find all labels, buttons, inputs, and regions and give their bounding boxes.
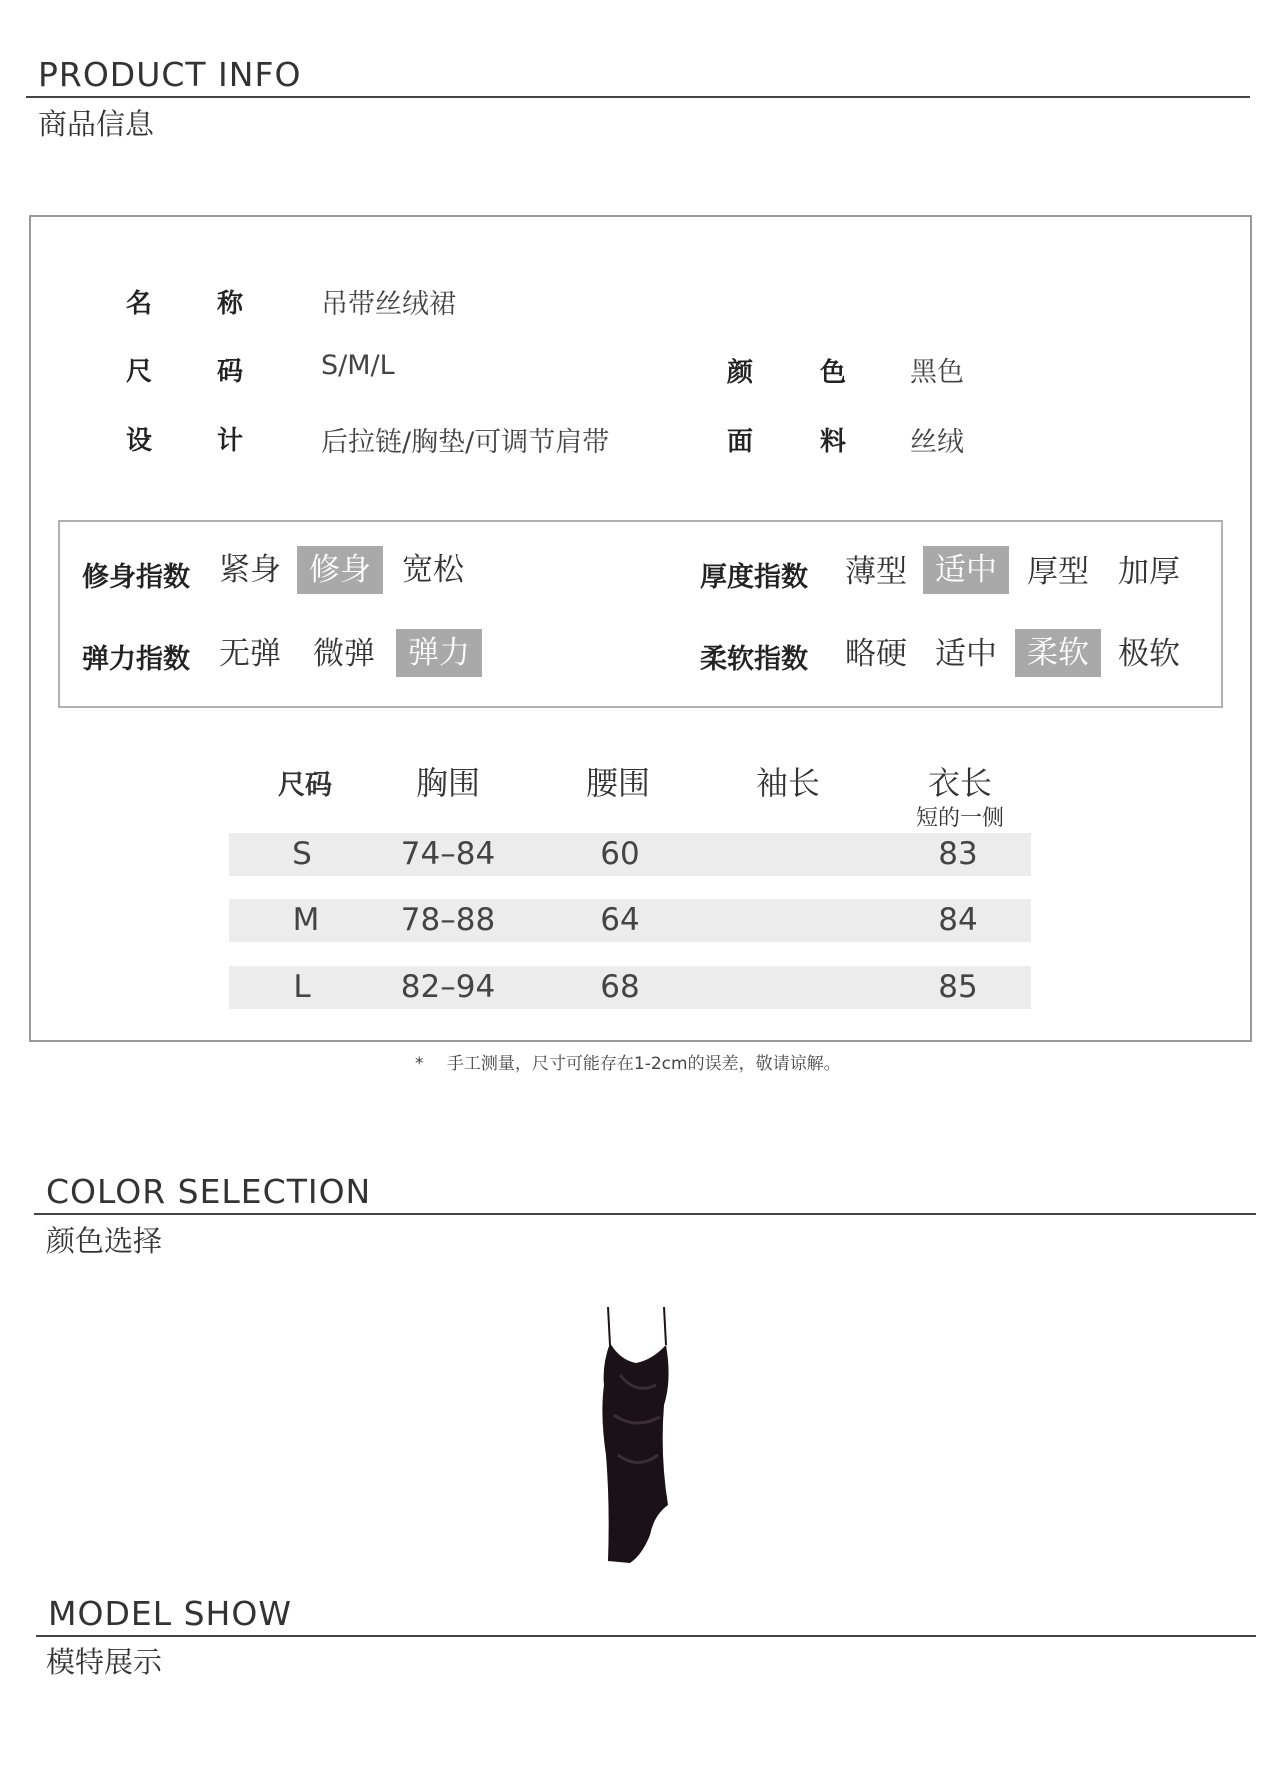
row-s-length: 83 — [938, 836, 978, 872]
dress-strap-left — [608, 1307, 610, 1345]
softness-index-label: 柔软指数 — [700, 644, 808, 675]
length-column-note: 短的一侧 — [915, 806, 1004, 831]
dress-strap-right — [664, 1307, 666, 1345]
row-s-waist: 60 — [600, 836, 640, 872]
softness-option-very-soft: 极软 — [1118, 636, 1180, 672]
row-m-length: 84 — [938, 902, 978, 938]
black-dress-image — [580, 1305, 690, 1565]
thickness-option-medium: 适中 — [923, 546, 1009, 594]
model-show-title-cn: 模特展示 — [46, 1645, 163, 1679]
fit-option-tight: 紧身 — [219, 552, 281, 588]
row-l-length: 85 — [938, 969, 978, 1005]
row-s-bust: 74–84 — [400, 836, 496, 872]
name-label-2: 称 — [217, 289, 244, 319]
fabric-value: 丝绒 — [910, 427, 964, 458]
softness-option-soft: 柔软 — [1015, 629, 1101, 677]
size-label-2: 码 — [217, 357, 244, 387]
row-m-waist: 64 — [600, 902, 640, 938]
thickness-index-label: 厚度指数 — [700, 562, 808, 593]
name-label-1: 名 — [126, 289, 153, 319]
bust-column-header: 胸围 — [415, 764, 480, 802]
thickness-option-thin: 薄型 — [845, 554, 907, 590]
row-s-size: S — [292, 836, 312, 872]
thickness-option-extra-thick: 加厚 — [1118, 554, 1180, 590]
color-selection-title-en: COLOR SELECTION — [46, 1172, 372, 1211]
stretch-index-label: 弹力指数 — [82, 644, 190, 675]
sleeve-column-header: 袖长 — [755, 764, 820, 802]
size-value: S/M/L — [321, 350, 395, 381]
row-l-bust: 82–94 — [400, 969, 496, 1005]
row-m-bust: 78–88 — [400, 902, 496, 938]
color-label-1: 颜 — [727, 358, 754, 388]
dress-body — [602, 1343, 668, 1563]
row-l-sleeve — [708, 966, 868, 1009]
footnote-star: * — [415, 1054, 424, 1074]
stretch-option-stretch: 弹力 — [396, 629, 482, 677]
design-label-2: 计 — [217, 426, 244, 456]
product-info-title-en: PRODUCT INFO — [38, 55, 302, 94]
color-selection-title-cn: 颜色选择 — [46, 1224, 163, 1258]
fit-index-label: 修身指数 — [82, 562, 190, 593]
model-show-divider — [36, 1635, 1256, 1637]
name-value: 吊带丝绒裙 — [321, 289, 456, 320]
product-info-divider — [26, 96, 1250, 98]
softness-option-stiff: 略硬 — [845, 636, 907, 672]
row-m-size: M — [292, 902, 320, 938]
color-value: 黑色 — [910, 357, 964, 388]
softness-option-medium: 适中 — [935, 636, 997, 672]
color-label-2: 色 — [820, 358, 847, 388]
model-show-title-en: MODEL SHOW — [48, 1594, 292, 1633]
footnote-text: 手工测量，尺寸可能存在1-2cm的误差，敬请谅解。 — [446, 1054, 841, 1074]
color-selection-divider — [34, 1213, 1256, 1215]
fit-option-slim: 修身 — [297, 546, 383, 594]
waist-column-header: 腰围 — [585, 764, 650, 802]
design-label-1: 设 — [126, 426, 153, 456]
size-column-header: 尺码 — [278, 770, 332, 801]
product-info-title-cn: 商品信息 — [38, 107, 155, 141]
stretch-option-slight: 微弹 — [313, 636, 375, 672]
stretch-option-none: 无弹 — [219, 636, 281, 672]
row-l-size: L — [293, 969, 311, 1005]
fabric-label-2: 料 — [820, 427, 847, 457]
thickness-option-thick: 厚型 — [1027, 554, 1089, 590]
fabric-label-1: 面 — [727, 427, 754, 457]
row-m-sleeve — [708, 899, 868, 942]
design-value: 后拉链/胸垫/可调节肩带 — [321, 427, 610, 458]
row-s-sleeve — [708, 833, 868, 876]
fit-option-loose: 宽松 — [402, 552, 464, 588]
size-label-1: 尺 — [126, 357, 153, 387]
row-l-waist: 68 — [600, 969, 640, 1005]
measurement-footnote — [415, 1049, 841, 1074]
length-column-header: 衣长 — [927, 764, 992, 802]
